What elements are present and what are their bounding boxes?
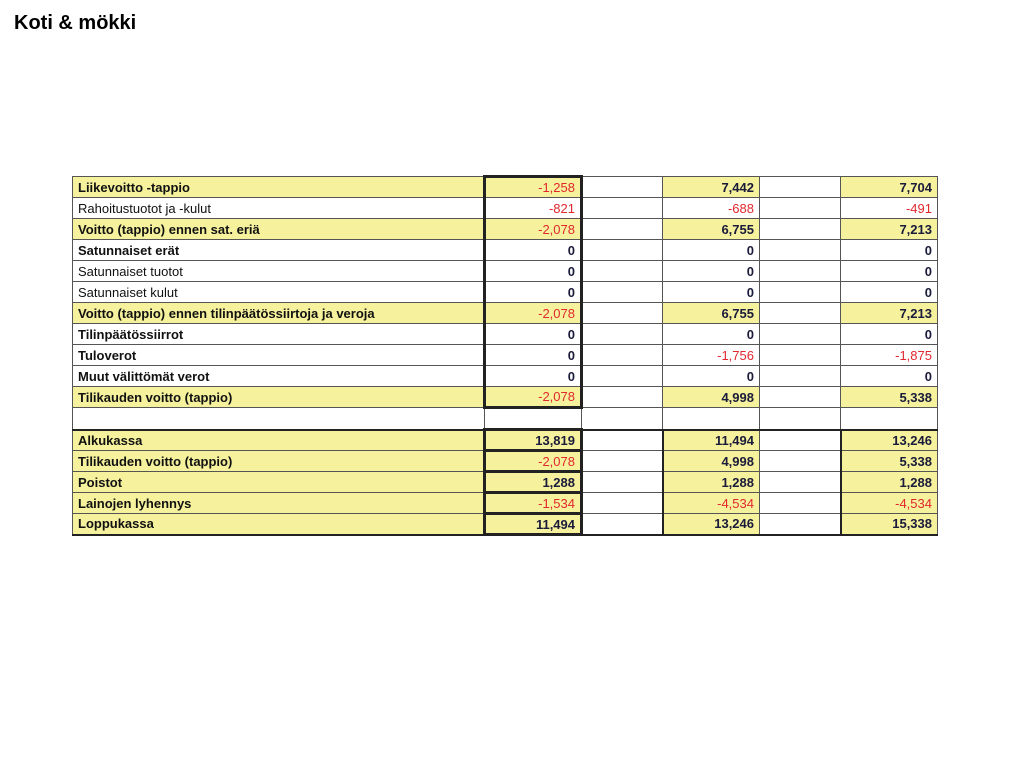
row-label: Satunnaiset tuotot xyxy=(73,261,485,282)
empty-cell xyxy=(73,408,485,430)
gap-cell xyxy=(760,303,841,324)
table-row xyxy=(73,177,938,198)
row-label: Tilikauden voitto (tappio) xyxy=(73,387,485,408)
gap-cell xyxy=(760,472,841,493)
value-cell: 1,288 xyxy=(663,472,760,493)
value-cell: -1,534 xyxy=(485,493,582,514)
value-cell: 0 xyxy=(841,240,938,261)
value-cell: 1,288 xyxy=(485,472,582,493)
gap-cell xyxy=(760,282,841,303)
value-cell: -688 xyxy=(663,198,760,219)
gap-cell xyxy=(760,219,841,240)
value-cell: 13,246 xyxy=(841,430,938,451)
value-cell: 6,755 xyxy=(663,303,760,324)
gap-cell xyxy=(582,366,663,387)
row-label: Rahoitustuotot ja -kulut xyxy=(73,198,485,219)
value-cell: 13,819 xyxy=(485,430,582,451)
row-label: Muut välittömät verot xyxy=(73,366,485,387)
gap-cell xyxy=(760,451,841,472)
row-label: Satunnaiset erät xyxy=(73,240,485,261)
gap-cell xyxy=(760,198,841,219)
value-cell: 0 xyxy=(663,366,760,387)
value-cell: -1,875 xyxy=(841,345,938,366)
value-cell: 5,338 xyxy=(841,451,938,472)
empty-cell xyxy=(485,408,582,430)
value-cell: 0 xyxy=(663,324,760,345)
value-cell: 0 xyxy=(841,282,938,303)
value-cell: 0 xyxy=(485,366,582,387)
gap-cell xyxy=(582,387,663,408)
row-label: Voitto (tappio) ennen tilinpäätössiirtoja ja veroja xyxy=(73,303,485,324)
gap-cell xyxy=(582,430,663,451)
value-cell: -1,756 xyxy=(663,345,760,366)
value-cell: 11,494 xyxy=(485,514,582,535)
row-label: Voitto (tappio) ennen sat. eriä xyxy=(73,219,485,240)
gap-cell xyxy=(760,493,841,514)
gap-cell xyxy=(760,345,841,366)
gap-cell xyxy=(582,451,663,472)
row-label: Tilikauden voitto (tappio) xyxy=(73,451,485,472)
value-cell: 7,442 xyxy=(663,177,760,198)
table-row xyxy=(73,219,938,240)
value-cell: 0 xyxy=(485,282,582,303)
value-cell: 1,288 xyxy=(841,472,938,493)
gap-cell xyxy=(582,303,663,324)
gap-cell xyxy=(760,430,841,451)
row-label: Tilinpäätössiirrot xyxy=(73,324,485,345)
value-cell: -2,078 xyxy=(485,451,582,472)
gap-cell xyxy=(760,366,841,387)
value-cell: -2,078 xyxy=(485,303,582,324)
spacer-row xyxy=(73,408,938,430)
value-cell: -1,258 xyxy=(485,177,582,198)
empty-cell xyxy=(663,408,760,430)
row-label: Satunnaiset kulut xyxy=(73,282,485,303)
gap-cell xyxy=(582,177,663,198)
gap-cell xyxy=(760,261,841,282)
row-label: Tuloverot xyxy=(73,345,485,366)
table-row xyxy=(73,198,938,219)
gap-cell xyxy=(582,345,663,366)
value-cell: -4,534 xyxy=(841,493,938,514)
table-row xyxy=(73,261,938,282)
value-cell: 6,755 xyxy=(663,219,760,240)
value-cell: -821 xyxy=(485,198,582,219)
table-row xyxy=(73,282,938,303)
value-cell: 13,246 xyxy=(663,514,760,535)
empty-cell xyxy=(760,408,841,430)
row-label: Liikevoitto -tappio xyxy=(73,177,485,198)
value-cell: 4,998 xyxy=(663,387,760,408)
value-cell: 0 xyxy=(841,324,938,345)
gap-cell xyxy=(582,282,663,303)
empty-cell xyxy=(582,408,663,430)
gap-cell xyxy=(582,261,663,282)
table-row xyxy=(73,387,938,408)
table-row xyxy=(73,324,938,345)
value-cell: 0 xyxy=(485,345,582,366)
table-row xyxy=(73,303,938,324)
table-row xyxy=(73,514,938,535)
value-cell: 15,338 xyxy=(841,514,938,535)
value-cell: 11,494 xyxy=(663,430,760,451)
value-cell: 5,338 xyxy=(841,387,938,408)
gap-cell xyxy=(760,324,841,345)
value-cell: -2,078 xyxy=(485,219,582,240)
table-row xyxy=(73,493,938,514)
value-cell: 7,213 xyxy=(841,219,938,240)
value-cell: 7,704 xyxy=(841,177,938,198)
gap-cell xyxy=(760,177,841,198)
gap-cell xyxy=(582,472,663,493)
table-row xyxy=(73,430,938,451)
gap-cell xyxy=(582,324,663,345)
gap-cell xyxy=(582,493,663,514)
value-cell: -491 xyxy=(841,198,938,219)
value-cell: 0 xyxy=(841,261,938,282)
gap-cell xyxy=(760,514,841,535)
value-cell: 0 xyxy=(485,324,582,345)
row-label: Loppukassa xyxy=(73,514,485,535)
row-label: Poistot xyxy=(73,472,485,493)
gap-cell xyxy=(582,240,663,261)
value-cell: 0 xyxy=(663,261,760,282)
gap-cell xyxy=(582,198,663,219)
gap-cell xyxy=(582,219,663,240)
row-label: Lainojen lyhennys xyxy=(73,493,485,514)
value-cell: -2,078 xyxy=(485,387,582,408)
empty-cell xyxy=(841,408,938,430)
gap-cell xyxy=(582,514,663,535)
gap-cell xyxy=(760,387,841,408)
table-row xyxy=(73,366,938,387)
value-cell: 0 xyxy=(841,366,938,387)
value-cell: 7,213 xyxy=(841,303,938,324)
value-cell: 0 xyxy=(663,240,760,261)
table-row xyxy=(73,345,938,366)
page-title: Koti & mökki xyxy=(14,12,137,34)
table-row xyxy=(73,240,938,261)
table-row xyxy=(73,472,938,493)
value-cell: 0 xyxy=(485,261,582,282)
gap-cell xyxy=(760,240,841,261)
value-cell: 0 xyxy=(485,240,582,261)
value-cell: -4,534 xyxy=(663,493,760,514)
value-cell: 0 xyxy=(663,282,760,303)
value-cell: 4,998 xyxy=(663,451,760,472)
financial-table xyxy=(72,175,938,536)
table-row xyxy=(73,451,938,472)
row-label: Alkukassa xyxy=(73,430,485,451)
